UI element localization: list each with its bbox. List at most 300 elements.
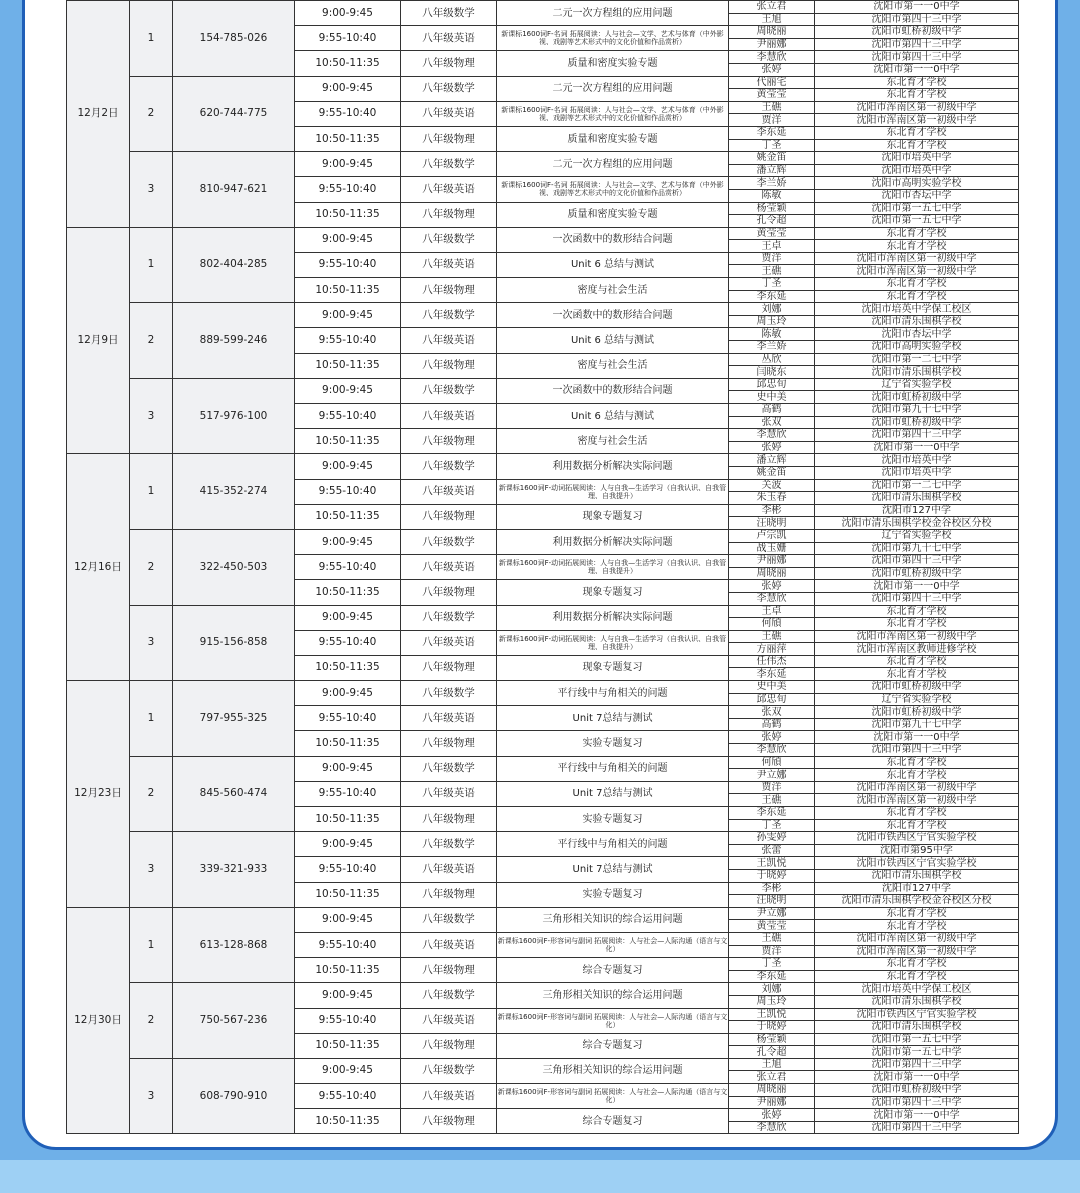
- school-cell: 沈阳市培英中学: [815, 454, 1019, 467]
- subject-cell: 八年级英语: [401, 101, 497, 126]
- teacher-cell: 王卓: [729, 240, 815, 253]
- school-cell: 沈阳市第一一0中学: [815, 1, 1019, 14]
- teacher-cell: 王礁: [729, 932, 815, 945]
- topic-cell: Unit 6 总结与测试: [497, 404, 729, 429]
- school-cell: 沈阳市清乐围棋学校: [815, 492, 1019, 505]
- time-cell: 10:50-11:35: [295, 807, 401, 832]
- teacher-cell: 孔令超: [729, 215, 815, 228]
- school-cell: 沈阳市虹桥初级中学: [815, 416, 1019, 429]
- group-number-cell: 3: [130, 1058, 173, 1134]
- school-cell: 沈阳市培英中学保工校区: [815, 983, 1019, 996]
- subject-cell: 八年级英语: [401, 555, 497, 580]
- time-cell: 9:00-9:45: [295, 605, 401, 630]
- teacher-cell: 张立君: [729, 1, 815, 14]
- topic-cell: 平行线中与角相关的问题: [497, 681, 729, 706]
- subject-cell: 八年级数学: [401, 681, 497, 706]
- school-cell: 沈阳市虹桥初级中学: [815, 681, 1019, 694]
- school-cell: 东北育才学校: [815, 89, 1019, 102]
- topic-cell: 实验专题复习: [497, 882, 729, 907]
- subject-cell: 八年级英语: [401, 252, 497, 277]
- teacher-cell: 杨莹颖: [729, 1033, 815, 1046]
- teacher-cell: 尹立娜: [729, 769, 815, 782]
- school-cell: 东北育才学校: [815, 290, 1019, 303]
- teacher-cell: 汪晓明: [729, 895, 815, 908]
- subject-cell: 八年级数学: [401, 529, 497, 554]
- school-cell: 辽宁省实验学校: [815, 529, 1019, 542]
- teacher-cell: 朱玉春: [729, 492, 815, 505]
- time-cell: 9:55-10:40: [295, 479, 401, 504]
- table-row: [67, 378, 1019, 391]
- time-cell: 9:00-9:45: [295, 832, 401, 857]
- subject-cell: 八年级英语: [401, 932, 497, 957]
- teacher-cell: 李东延: [729, 970, 815, 983]
- school-cell: 沈阳市第一一0中学: [815, 63, 1019, 76]
- teacher-cell: 周玉玲: [729, 315, 815, 328]
- teacher-cell: 史中美: [729, 681, 815, 694]
- subject-cell: 八年级数学: [401, 303, 497, 328]
- school-cell: 沈阳市虹桥初级中学: [815, 26, 1019, 39]
- group-number-cell: 3: [130, 152, 173, 228]
- subject-cell: 八年级数学: [401, 756, 497, 781]
- teacher-cell: 邱忠旬: [729, 378, 815, 391]
- school-cell: 东北育才学校: [815, 126, 1019, 139]
- school-cell: 沈阳市铁西区宁官实验学校: [815, 857, 1019, 870]
- topic-cell: 综合专题复习: [497, 958, 729, 983]
- date-cell: 12月9日: [67, 227, 130, 454]
- school-cell: 沈阳市清乐围棋学校金谷校区分校: [815, 895, 1019, 908]
- topic-cell: Unit 7总结与测试: [497, 706, 729, 731]
- teacher-cell: 张双: [729, 416, 815, 429]
- date-cell: 12月30日: [67, 907, 130, 1134]
- teacher-cell: 黄莹莹: [729, 227, 815, 240]
- subject-cell: 八年级英语: [401, 857, 497, 882]
- topic-cell: 新课标1600词F-动词拓展阅读：人与自我—生活学习（自我认识、自我管理、自我提升）: [497, 555, 729, 580]
- school-cell: 沈阳市虹桥初级中学: [815, 1084, 1019, 1097]
- subject-cell: 八年级物理: [401, 958, 497, 983]
- meeting-id-cell: 889-599-246: [173, 303, 295, 379]
- topic-cell: 密度与社会生活: [497, 429, 729, 454]
- teacher-cell: 周晓丽: [729, 567, 815, 580]
- table-row: [67, 454, 1019, 467]
- teacher-cell: 王凯悦: [729, 857, 815, 870]
- time-cell: 10:50-11:35: [295, 353, 401, 378]
- time-cell: 9:00-9:45: [295, 227, 401, 252]
- school-cell: 沈阳市培英中学: [815, 152, 1019, 165]
- topic-cell: 一次函数中的数形结合问题: [497, 378, 729, 403]
- topic-cell: 二元一次方程组的应用问题: [497, 1, 729, 26]
- time-cell: 10:50-11:35: [295, 731, 401, 756]
- school-cell: 沈阳市第四十三中学: [815, 592, 1019, 605]
- subject-cell: 八年级物理: [401, 278, 497, 303]
- school-cell: 沈阳市铁西区宁官实验学校: [815, 832, 1019, 845]
- school-cell: 沈阳市浑南区第一初级中学: [815, 252, 1019, 265]
- school-cell: 沈阳市第四十三中学: [815, 744, 1019, 757]
- group-number-cell: 2: [130, 756, 173, 832]
- time-cell: 9:55-10:40: [295, 101, 401, 126]
- school-cell: 沈阳市第四十三中学: [815, 38, 1019, 51]
- topic-cell: 新课标1600词F-形容词与副词 拓展阅读：人与社会—人际沟通（语言与文化）: [497, 1008, 729, 1033]
- school-cell: 东北育才学校: [815, 605, 1019, 618]
- school-cell: 沈阳市清乐围棋学校: [815, 995, 1019, 1008]
- meeting-id-cell: 797-955-325: [173, 681, 295, 757]
- school-cell: 东北育才学校: [815, 618, 1019, 631]
- subject-cell: 八年级数学: [401, 983, 497, 1008]
- school-cell: 沈阳市培英中学: [815, 164, 1019, 177]
- school-cell: 沈阳市第一五七中学: [815, 215, 1019, 228]
- meeting-id-cell: 154-785-026: [173, 1, 295, 77]
- group-number-cell: 1: [130, 681, 173, 757]
- teacher-cell: 贾洋: [729, 252, 815, 265]
- subject-cell: 八年级英语: [401, 1008, 497, 1033]
- time-cell: 9:55-10:40: [295, 630, 401, 655]
- time-cell: 9:00-9:45: [295, 1058, 401, 1083]
- time-cell: 9:00-9:45: [295, 681, 401, 706]
- subject-cell: 八年级物理: [401, 429, 497, 454]
- meeting-id-cell: 810-947-621: [173, 152, 295, 228]
- school-cell: 沈阳市127中学: [815, 882, 1019, 895]
- school-cell: 沈阳市第九十七中学: [815, 404, 1019, 417]
- group-number-cell: 1: [130, 1, 173, 77]
- topic-cell: 利用数据分析解决实际问题: [497, 529, 729, 554]
- teacher-cell: 高鹤: [729, 404, 815, 417]
- teacher-cell: 黄莹莹: [729, 89, 815, 102]
- time-cell: 10:50-11:35: [295, 278, 401, 303]
- time-cell: 9:00-9:45: [295, 303, 401, 328]
- topic-cell: 综合专题复习: [497, 1033, 729, 1058]
- subject-cell: 八年级英语: [401, 630, 497, 655]
- subject-cell: 八年级英语: [401, 404, 497, 429]
- time-cell: 9:55-10:40: [295, 1008, 401, 1033]
- teacher-cell: 张双: [729, 706, 815, 719]
- teacher-cell: 孔令超: [729, 1046, 815, 1059]
- school-cell: 沈阳市虹桥初级中学: [815, 706, 1019, 719]
- topic-cell: 平行线中与角相关的问题: [497, 756, 729, 781]
- teacher-cell: 张婷: [729, 63, 815, 76]
- teacher-cell: 王礁: [729, 794, 815, 807]
- topic-cell: Unit 7总结与测试: [497, 857, 729, 882]
- topic-cell: 三角形相关知识的综合运用问题: [497, 907, 729, 932]
- time-cell: 10:50-11:35: [295, 429, 401, 454]
- school-cell: 沈阳市第一五七中学: [815, 1046, 1019, 1059]
- school-cell: 沈阳市铁西区宁官实验学校: [815, 1008, 1019, 1021]
- teacher-cell: 周玉玲: [729, 995, 815, 1008]
- school-cell: 东北育才学校: [815, 807, 1019, 820]
- time-cell: 10:50-11:35: [295, 882, 401, 907]
- school-cell: 沈阳市第一一0中学: [815, 1109, 1019, 1122]
- time-cell: 9:55-10:40: [295, 706, 401, 731]
- meeting-id-cell: 415-352-274: [173, 454, 295, 530]
- teacher-cell: 战玉姗: [729, 542, 815, 555]
- table-row: [67, 76, 1019, 89]
- subject-cell: 八年级物理: [401, 1109, 497, 1134]
- group-number-cell: 3: [130, 378, 173, 454]
- school-cell: 东北育才学校: [815, 240, 1019, 253]
- teacher-cell: 张婷: [729, 1109, 815, 1122]
- group-number-cell: 2: [130, 529, 173, 605]
- topic-cell: 一次函数中的数形结合问题: [497, 303, 729, 328]
- teacher-cell: 丁圣: [729, 819, 815, 832]
- teacher-cell: 张婷: [729, 441, 815, 454]
- subject-cell: 八年级物理: [401, 202, 497, 227]
- school-cell: 东北育才学校: [815, 907, 1019, 920]
- teacher-cell: 李东延: [729, 807, 815, 820]
- page-footer-band: [0, 1160, 1080, 1193]
- subject-cell: 八年级物理: [401, 807, 497, 832]
- teacher-cell: 何頎: [729, 756, 815, 769]
- teacher-cell: 潘立辉: [729, 164, 815, 177]
- school-cell: 沈阳市虹桥初级中学: [815, 567, 1019, 580]
- time-cell: 10:50-11:35: [295, 202, 401, 227]
- date-cell: 12月23日: [67, 681, 130, 908]
- school-cell: 沈阳市第一五七中学: [815, 202, 1019, 215]
- topic-cell: 新课标1600词F-形容词与副词 拓展阅读：人与社会—人际沟通（语言与文化）: [497, 932, 729, 957]
- school-cell: 沈阳市高明实验学校: [815, 341, 1019, 354]
- school-cell: 沈阳市浑南区第一初级中学: [815, 794, 1019, 807]
- subject-cell: 八年级英语: [401, 328, 497, 353]
- table-row: [67, 832, 1019, 845]
- topic-cell: 新课标1600词F-名词 拓展阅读：人与社会—文学、艺术与体育（中外影视、戏剧等艺术形式中的文化价值和作品赏析）: [497, 101, 729, 126]
- subject-cell: 八年级数学: [401, 832, 497, 857]
- time-cell: 9:55-10:40: [295, 1084, 401, 1109]
- school-cell: 东北育才学校: [815, 958, 1019, 971]
- school-cell: 辽宁省实验学校: [815, 693, 1019, 706]
- school-cell: 沈阳市清乐围棋学校金谷校区分校: [815, 517, 1019, 530]
- school-cell: 沈阳市浑南区第一初级中学: [815, 114, 1019, 127]
- meeting-id-cell: 613-128-868: [173, 907, 295, 983]
- teacher-cell: 姚金笛: [729, 152, 815, 165]
- meeting-id-cell: 620-744-775: [173, 76, 295, 152]
- topic-cell: 现象专题复习: [497, 580, 729, 605]
- teacher-cell: 王礁: [729, 630, 815, 643]
- school-cell: 沈阳市第一一0中学: [815, 1071, 1019, 1084]
- teacher-cell: 贾洋: [729, 781, 815, 794]
- topic-cell: 三角形相关知识的综合运用问题: [497, 983, 729, 1008]
- teacher-cell: 李东延: [729, 290, 815, 303]
- school-cell: 东北育才学校: [815, 139, 1019, 152]
- school-cell: 沈阳市第一一0中学: [815, 580, 1019, 593]
- group-number-cell: 1: [130, 454, 173, 530]
- subject-cell: 八年级数学: [401, 454, 497, 479]
- teacher-cell: 张婷: [729, 731, 815, 744]
- school-cell: 东北育才学校: [815, 227, 1019, 240]
- teacher-cell: 尹丽娜: [729, 38, 815, 51]
- topic-cell: 平行线中与角相关的问题: [497, 832, 729, 857]
- subject-cell: 八年级数学: [401, 378, 497, 403]
- teacher-cell: 丁圣: [729, 139, 815, 152]
- topic-cell: 新课标1600词F-形容词与副词 拓展阅读：人与社会—人际沟通（语言与文化）: [497, 1084, 729, 1109]
- topic-cell: 质量和密度实验专题: [497, 126, 729, 151]
- time-cell: 9:55-10:40: [295, 177, 401, 202]
- subject-cell: 八年级物理: [401, 655, 497, 680]
- teacher-cell: 丁圣: [729, 278, 815, 291]
- school-cell: 沈阳市浑南区第一初级中学: [815, 781, 1019, 794]
- meeting-id-cell: 339-321-933: [173, 832, 295, 908]
- school-cell: 沈阳市杏坛中学: [815, 189, 1019, 202]
- school-cell: 沈阳市浑南区教师进修学校: [815, 643, 1019, 656]
- school-cell: 沈阳市虹桥初级中学: [815, 391, 1019, 404]
- topic-cell: 新课标1600词F-名词 拓展阅读：人与社会—文学、艺术与体育（中外影视、戏剧等艺术形式中的文化价值和作品赏析）: [497, 26, 729, 51]
- time-cell: 9:00-9:45: [295, 907, 401, 932]
- time-cell: 9:55-10:40: [295, 555, 401, 580]
- table-row: [67, 303, 1019, 316]
- school-cell: 沈阳市第一一0中学: [815, 441, 1019, 454]
- time-cell: 10:50-11:35: [295, 958, 401, 983]
- topic-cell: 一次函数中的数形结合问题: [497, 227, 729, 252]
- time-cell: 9:00-9:45: [295, 983, 401, 1008]
- meeting-id-cell: 608-790-910: [173, 1058, 295, 1134]
- school-cell: 沈阳市第四十三中学: [815, 1096, 1019, 1109]
- topic-cell: 实验专题复习: [497, 807, 729, 832]
- teacher-cell: 邱忠旬: [729, 693, 815, 706]
- teacher-cell: 刘娜: [729, 303, 815, 316]
- school-cell: 沈阳市清乐围棋学校: [815, 1021, 1019, 1034]
- teacher-cell: 王旭: [729, 13, 815, 26]
- teacher-cell: 丛欣: [729, 353, 815, 366]
- topic-cell: 实验专题复习: [497, 731, 729, 756]
- teacher-cell: 何頎: [729, 618, 815, 631]
- teacher-cell: 贾洋: [729, 114, 815, 127]
- teacher-cell: 王礁: [729, 101, 815, 114]
- teacher-cell: 李慧欣: [729, 1121, 815, 1134]
- school-cell: 沈阳市培英中学保工校区: [815, 303, 1019, 316]
- topic-cell: 综合专题复习: [497, 1109, 729, 1134]
- school-cell: 东北育才学校: [815, 920, 1019, 933]
- time-cell: 10:50-11:35: [295, 580, 401, 605]
- meeting-id-cell: 802-404-285: [173, 227, 295, 303]
- teacher-cell: 张立君: [729, 1071, 815, 1084]
- school-cell: 沈阳市培英中学: [815, 466, 1019, 479]
- date-cell: 12月2日: [67, 1, 130, 228]
- subject-cell: 八年级物理: [401, 353, 497, 378]
- time-cell: 9:00-9:45: [295, 454, 401, 479]
- topic-cell: 新课标1600词F-名词 拓展阅读：人与社会—文学、艺术与体育（中外影视、戏剧等艺术形式中的文化价值和作品赏析）: [497, 177, 729, 202]
- meeting-id-cell: 517-976-100: [173, 378, 295, 454]
- time-cell: 10:50-11:35: [295, 126, 401, 151]
- teacher-cell: 李慧欣: [729, 744, 815, 757]
- subject-cell: 八年级英语: [401, 1084, 497, 1109]
- school-cell: 沈阳市第四十三中学: [815, 51, 1019, 64]
- school-cell: 沈阳市第一二七中学: [815, 353, 1019, 366]
- school-cell: 沈阳市清乐围棋学校: [815, 366, 1019, 379]
- school-cell: 东北育才学校: [815, 76, 1019, 89]
- teacher-cell: 周晓丽: [729, 1084, 815, 1097]
- teacher-cell: 李彬: [729, 882, 815, 895]
- teacher-cell: 李慧欣: [729, 592, 815, 605]
- school-cell: 沈阳市浑南区第一初级中学: [815, 265, 1019, 278]
- time-cell: 9:00-9:45: [295, 529, 401, 554]
- teacher-cell: 张婷: [729, 580, 815, 593]
- school-cell: 东北育才学校: [815, 668, 1019, 681]
- school-cell: 沈阳市第四十三中学: [815, 555, 1019, 568]
- school-cell: 沈阳市第一二七中学: [815, 479, 1019, 492]
- teacher-cell: 李慧欣: [729, 429, 815, 442]
- topic-cell: 质量和密度实验专题: [497, 51, 729, 76]
- group-number-cell: 2: [130, 983, 173, 1059]
- subject-cell: 八年级数学: [401, 1, 497, 26]
- time-cell: 9:55-10:40: [295, 404, 401, 429]
- subject-cell: 八年级英语: [401, 177, 497, 202]
- teacher-cell: 杨莹颖: [729, 202, 815, 215]
- teacher-cell: 张蕾: [729, 844, 815, 857]
- teacher-cell: 丁圣: [729, 958, 815, 971]
- table-row: [67, 983, 1019, 996]
- school-cell: 沈阳市浑南区第一初级中学: [815, 945, 1019, 958]
- table-row: [67, 1058, 1019, 1071]
- school-cell: 沈阳市清乐围棋学校: [815, 869, 1019, 882]
- teacher-cell: 黄莹莹: [729, 920, 815, 933]
- topic-cell: 密度与社会生活: [497, 353, 729, 378]
- time-cell: 9:00-9:45: [295, 378, 401, 403]
- subject-cell: 八年级物理: [401, 51, 497, 76]
- time-cell: 10:50-11:35: [295, 1033, 401, 1058]
- time-cell: 9:00-9:45: [295, 756, 401, 781]
- teacher-cell: 陈敏: [729, 189, 815, 202]
- time-cell: 10:50-11:35: [295, 655, 401, 680]
- school-cell: 东北育才学校: [815, 756, 1019, 769]
- school-cell: 东北育才学校: [815, 278, 1019, 291]
- table-row: [67, 681, 1019, 694]
- school-cell: 沈阳市第四十三中学: [815, 13, 1019, 26]
- teacher-cell: 代丽宅: [729, 76, 815, 89]
- school-cell: 沈阳市第四十三中学: [815, 1058, 1019, 1071]
- school-cell: 辽宁省实验学校: [815, 378, 1019, 391]
- subject-cell: 八年级英语: [401, 706, 497, 731]
- subject-cell: 八年级数学: [401, 152, 497, 177]
- teacher-cell: 于晓婷: [729, 869, 815, 882]
- time-cell: 9:00-9:45: [295, 152, 401, 177]
- teacher-cell: 于晓婷: [729, 1021, 815, 1034]
- teacher-cell: 李彬: [729, 504, 815, 517]
- subject-cell: 八年级物理: [401, 731, 497, 756]
- time-cell: 9:55-10:40: [295, 328, 401, 353]
- subject-cell: 八年级物理: [401, 1033, 497, 1058]
- group-number-cell: 3: [130, 832, 173, 908]
- topic-cell: 质量和密度实验专题: [497, 202, 729, 227]
- topic-cell: 新课标1600词F-动词拓展阅读：人与自我—生活学习（自我认识、自我管理、自我提升）: [497, 479, 729, 504]
- time-cell: 10:50-11:35: [295, 51, 401, 76]
- subject-cell: 八年级数学: [401, 605, 497, 630]
- topic-cell: 新课标1600词F-动词拓展阅读：人与自我—生活学习（自我认识、自我管理、自我提升）: [497, 630, 729, 655]
- teacher-cell: 贾洋: [729, 945, 815, 958]
- teacher-cell: 任伟杰: [729, 655, 815, 668]
- table-row: [67, 756, 1019, 769]
- school-cell: 沈阳市第四十三中学: [815, 1121, 1019, 1134]
- table-row: [67, 152, 1019, 165]
- teacher-cell: 姚金笛: [729, 466, 815, 479]
- subject-cell: 八年级物理: [401, 580, 497, 605]
- time-cell: 9:55-10:40: [295, 252, 401, 277]
- school-cell: 沈阳市第九十七中学: [815, 718, 1019, 731]
- topic-cell: 二元一次方程组的应用问题: [497, 152, 729, 177]
- subject-cell: 八年级物理: [401, 504, 497, 529]
- subject-cell: 八年级英语: [401, 26, 497, 51]
- meeting-id-cell: 750-567-236: [173, 983, 295, 1059]
- school-cell: 东北育才学校: [815, 970, 1019, 983]
- table-row: [67, 605, 1019, 618]
- table-row: [67, 1, 1019, 14]
- school-cell: 沈阳市清乐围棋学校: [815, 315, 1019, 328]
- school-cell: 沈阳市高明实验学校: [815, 177, 1019, 190]
- teacher-cell: 王礁: [729, 265, 815, 278]
- meeting-id-cell: 915-156-858: [173, 605, 295, 681]
- teacher-cell: 刘娜: [729, 983, 815, 996]
- school-cell: 沈阳市浑南区第一初级中学: [815, 932, 1019, 945]
- subject-cell: 八年级物理: [401, 126, 497, 151]
- topic-cell: 利用数据分析解决实际问题: [497, 605, 729, 630]
- teacher-cell: 尹丽娜: [729, 1096, 815, 1109]
- table-row: [67, 907, 1019, 920]
- group-number-cell: 2: [130, 303, 173, 379]
